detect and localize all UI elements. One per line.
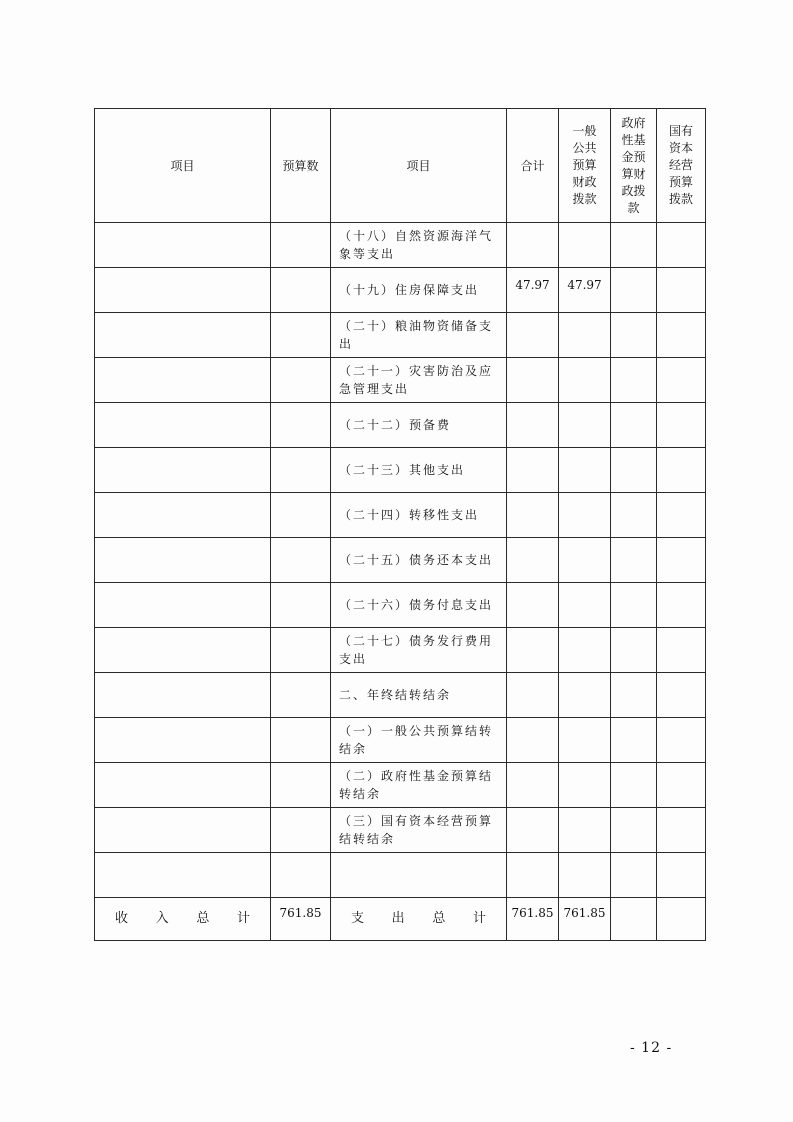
budget-amount-cell	[271, 268, 331, 313]
general-budget-cell	[559, 763, 611, 808]
total-cell	[507, 493, 559, 538]
expense-item-cell: （十九）住房保障支出	[331, 268, 507, 313]
general-budget-cell	[559, 583, 611, 628]
gov-fund-cell	[611, 808, 657, 853]
budget-amount-cell	[271, 538, 331, 583]
income-item-cell	[95, 538, 271, 583]
income-item-cell	[95, 583, 271, 628]
table-row	[95, 448, 706, 493]
expense-item-cell: 二、年终结转结余	[331, 673, 507, 718]
budget-amount-cell	[271, 583, 331, 628]
state-capital-cell	[657, 493, 706, 538]
budget-amount-cell	[271, 358, 331, 403]
gov-fund-cell	[611, 223, 657, 268]
gov-fund-cell	[611, 853, 657, 898]
header-budget-amount: 预算数	[271, 109, 331, 223]
income-item-cell	[95, 718, 271, 763]
expense-item-cell: （一）一般公共预算结转结余	[331, 718, 507, 763]
gov-fund-total-cell	[611, 898, 657, 941]
expense-item-cell: （二十三）其他支出	[331, 448, 507, 493]
header-income-item: 项目	[95, 109, 271, 223]
total-cell	[507, 223, 559, 268]
income-item-cell	[95, 403, 271, 448]
general-budget-cell	[559, 538, 611, 583]
expense-item-cell: （十八）自然资源海洋气象等支出	[331, 223, 507, 268]
state-capital-cell	[657, 538, 706, 583]
gov-fund-cell	[611, 313, 657, 358]
header-general-budget	[559, 109, 611, 223]
gov-fund-cell	[611, 628, 657, 673]
general-budget-cell	[559, 313, 611, 358]
expense-item-cell	[331, 853, 507, 898]
header-gov-fund-label: 政府性基金预算财政拨款	[621, 115, 646, 215]
budget-amount-cell	[271, 673, 331, 718]
state-capital-cell	[657, 268, 706, 313]
header-state-capital-label: 国有资本经营预算拨款	[668, 124, 693, 206]
table-body	[95, 223, 706, 941]
budget-amount-cell	[271, 718, 331, 763]
table-row	[95, 673, 706, 718]
table-row	[95, 853, 706, 898]
income-item-cell	[95, 763, 271, 808]
expense-total-char: 支	[351, 911, 365, 926]
table-row	[95, 583, 706, 628]
state-capital-cell	[657, 718, 706, 763]
budget-amount-cell	[271, 223, 331, 268]
table-row	[95, 403, 706, 448]
header-gov-fund	[611, 109, 657, 223]
state-capital-cell	[657, 628, 706, 673]
gov-fund-cell	[611, 493, 657, 538]
gov-fund-cell	[611, 538, 657, 583]
total-cell	[507, 763, 559, 808]
table-row	[95, 808, 706, 853]
expense-item-cell: （二十七）债务发行费用支出	[331, 628, 507, 673]
budget-amount-cell	[271, 493, 331, 538]
header-total: 合计	[507, 109, 559, 223]
total-cell	[507, 628, 559, 673]
state-capital-total-cell	[657, 898, 706, 941]
state-capital-cell	[657, 313, 706, 358]
header-expense-item: 项目	[331, 109, 507, 223]
total-cell: 47.97	[507, 268, 559, 313]
general-budget-cell	[559, 853, 611, 898]
gov-fund-cell	[611, 358, 657, 403]
general-budget-cell	[559, 718, 611, 763]
expense-item-cell: （二）政府性基金预算结转结余	[331, 763, 507, 808]
state-capital-cell	[657, 808, 706, 853]
general-budget-cell	[559, 673, 611, 718]
gov-fund-cell	[611, 718, 657, 763]
total-cell	[507, 313, 559, 358]
state-capital-cell	[657, 223, 706, 268]
header-general-budget-label: 一般公共预算财政拨款	[572, 124, 597, 206]
income-item-cell	[95, 268, 271, 313]
income-total-char: 收	[115, 911, 129, 926]
table-row	[95, 628, 706, 673]
table-row	[95, 538, 706, 583]
state-capital-cell	[657, 673, 706, 718]
budget-amount-cell	[271, 763, 331, 808]
table-row	[95, 268, 706, 313]
table-row	[95, 763, 706, 808]
total-cell	[507, 448, 559, 493]
budget-amount-cell	[271, 403, 331, 448]
general-budget-cell	[559, 493, 611, 538]
expense-item-cell: （二十六）债务付息支出	[331, 583, 507, 628]
total-cell	[507, 358, 559, 403]
expense-item-cell: （二十四）转移性支出	[331, 493, 507, 538]
state-capital-cell	[657, 763, 706, 808]
gov-fund-cell	[611, 583, 657, 628]
state-capital-cell	[657, 583, 706, 628]
budget-amount-cell	[271, 808, 331, 853]
table-row	[95, 223, 706, 268]
income-total-amount: 761.85	[271, 898, 331, 941]
expense-total-char: 计	[472, 911, 486, 926]
gov-fund-cell	[611, 673, 657, 718]
income-total-char: 总	[196, 911, 210, 926]
table-header-row	[95, 109, 706, 223]
general-budget-cell	[559, 628, 611, 673]
total-cell	[507, 538, 559, 583]
table-row	[95, 313, 706, 358]
gov-fund-cell	[611, 763, 657, 808]
expense-item-cell: （二十）粮油物资储备支出	[331, 313, 507, 358]
table-row	[95, 493, 706, 538]
income-item-cell	[95, 673, 271, 718]
general-budget-cell	[559, 403, 611, 448]
budget-table	[94, 108, 706, 941]
income-item-cell	[95, 223, 271, 268]
total-row	[95, 898, 706, 941]
expense-item-cell: （二十二）预备费	[331, 403, 507, 448]
general-budget-cell	[559, 358, 611, 403]
income-item-cell	[95, 808, 271, 853]
income-item-cell	[95, 358, 271, 403]
expense-item-cell: （三）国有资本经营预算结转结余	[331, 808, 507, 853]
income-item-cell	[95, 493, 271, 538]
table-row	[95, 358, 706, 403]
income-item-cell	[95, 628, 271, 673]
state-capital-cell	[657, 403, 706, 448]
general-budget-cell	[559, 808, 611, 853]
expense-total-label	[331, 898, 507, 941]
table-row	[95, 718, 706, 763]
header-state-capital	[657, 109, 706, 223]
budget-amount-cell	[271, 853, 331, 898]
expense-total-char: 出	[391, 911, 405, 926]
general-budget-total-amount: 761.85	[559, 898, 611, 941]
expense-total-amount: 761.85	[507, 898, 559, 941]
total-cell	[507, 808, 559, 853]
general-budget-cell	[559, 448, 611, 493]
gov-fund-cell	[611, 268, 657, 313]
total-cell	[507, 718, 559, 763]
budget-amount-cell	[271, 313, 331, 358]
total-cell	[507, 583, 559, 628]
general-budget-cell: 47.97	[559, 268, 611, 313]
state-capital-cell	[657, 358, 706, 403]
expense-item-cell: （二十五）债务还本支出	[331, 538, 507, 583]
general-budget-cell	[559, 223, 611, 268]
total-cell	[507, 673, 559, 718]
income-total-char: 计	[236, 911, 250, 926]
income-item-cell	[95, 853, 271, 898]
gov-fund-cell	[611, 448, 657, 493]
income-total-label	[95, 898, 271, 941]
income-item-cell	[95, 448, 271, 493]
income-total-char: 入	[155, 911, 169, 926]
page-number: - 12 -	[630, 1040, 673, 1056]
budget-amount-cell	[271, 448, 331, 493]
gov-fund-cell	[611, 403, 657, 448]
state-capital-cell	[657, 448, 706, 493]
state-capital-cell	[657, 853, 706, 898]
income-item-cell	[95, 313, 271, 358]
expense-item-cell: （二十一）灾害防治及应急管理支出	[331, 358, 507, 403]
budget-amount-cell	[271, 628, 331, 673]
total-cell	[507, 403, 559, 448]
total-cell	[507, 853, 559, 898]
expense-total-char: 总	[432, 911, 446, 926]
